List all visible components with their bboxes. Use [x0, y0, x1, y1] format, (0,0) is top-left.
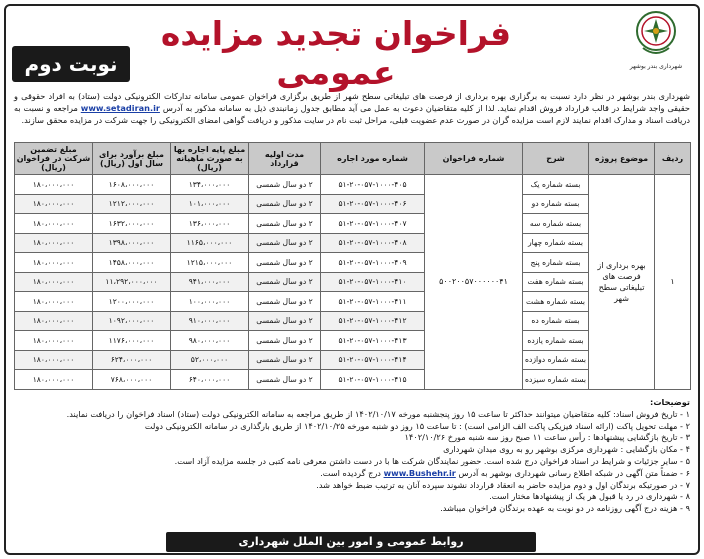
package-desc: بسته شماره هشت	[523, 292, 589, 312]
base-price-cell: ۹۴۱،۰۰۰،۰۰۰	[171, 272, 249, 292]
guarantee-cell: ۱۸۰،۰۰۰،۰۰۰	[15, 233, 93, 253]
year1-cell: ۱۶۰۸،۰۰۰،۰۰۰	[93, 175, 171, 195]
round-badge: نوبت دوم	[12, 46, 130, 82]
header	[6, 6, 698, 92]
note-1: ۱ - تاریخ فروش اسناد: کلیه متقاضیان میتوانند حداکثر تا ساعت ۱۵ روز پنجشنبه مورخه ۱۴۰۲/۱۰/۱۷ از طریق مراجعه به سامانه الکترونیکی دولت (ستاد) اسناد فراخوان را دریافت نمایند.	[66, 408, 690, 419]
duration-cell: ۲ دو سال شمسی	[249, 272, 321, 292]
note-7: ۷ - در صورتیکه برندگان اول و دوم مزایده حاضر به انعقاد قرارداد نشوند سپرده آنان به ترتیب ضبط خواهد شد.	[316, 479, 690, 490]
note-3: ۳ - تاریخ بازگشایی پیشنهادها : رأس ساعت ۱۱ صبح روز سه شنبه مورخ ۱۴۰۲/۱۰/۲۶	[404, 432, 690, 443]
col-subject: موضوع پروژه	[589, 143, 655, 175]
duration-cell: ۲ دو سال شمسی	[249, 175, 321, 195]
guarantee-cell: ۱۸۰،۰۰۰،۰۰۰	[15, 194, 93, 214]
page-title: فراخوان تجدید مزایده عمومی	[160, 14, 512, 92]
bushehr-link[interactable]: www.Bushehr.ir	[383, 467, 456, 478]
guarantee-cell: ۱۸۰،۰۰۰،۰۰۰	[15, 253, 93, 273]
lease-no-cell: ۵۱-۲۰-۰۵۷-۱۰۰۰-۴۰۶	[321, 194, 425, 214]
base-price-cell: ۹۸۰،۰۰۰،۰۰۰	[171, 331, 249, 351]
col-lease-no: شماره مورد اجاره	[321, 143, 425, 175]
package-desc: بسته شماره سه	[523, 214, 589, 234]
note-8: ۸ - شهرداری در رد یا قبول هر یک از پیشنهادها مختار است.	[489, 491, 690, 502]
year1-cell: ۱۲۰۰،۰۰۰،۰۰۰	[93, 292, 171, 312]
municipality-emblem-icon	[635, 10, 677, 62]
call-number: ۵۰۰۲۰۰۵۷۰۰۰۰۰۰۴۱	[425, 175, 523, 390]
duration-cell: ۲ دو سال شمسی	[249, 350, 321, 370]
auction-table	[14, 142, 691, 390]
year1-cell: ۷۶۸،۰۰۰،۰۰۰	[93, 370, 171, 390]
col-guarantee: مبلغ تضمین شرکت در فراخوان (ریال)	[15, 143, 93, 175]
note-2: ۲ - مهلت تحویل پاکت (ارائه اسناد فیزیکی پاکت الف الزامی است) : تا ساعت ۱۵ روز دو شنبه مورخه ۱۴۰۲/۱۰/۲۵ از طریق بارگذاری در سامانه الکترونیکی دولت	[144, 420, 690, 431]
base-price-cell: ۱۲۱۵،۰۰۰،۰۰۰	[171, 253, 249, 273]
package-desc: بسته شماره یازده	[523, 331, 589, 351]
base-price-cell: ۵۲،۰۰۰،۰۰۰	[171, 350, 249, 370]
base-price-cell: ۱۰۱،۰۰۰،۰۰۰	[171, 194, 249, 214]
notes-title: توضیحات:	[650, 397, 690, 407]
note-6-text-b: درج گردیده است.	[320, 467, 381, 478]
package-desc: بسته شماره دو	[523, 194, 589, 214]
duration-cell: ۲ دو سال شمسی	[249, 292, 321, 312]
lease-no-cell: ۵۱-۲۰-۰۵۷-۱۰۰۰-۴۱۱	[321, 292, 425, 312]
row-number: ۱	[655, 175, 691, 390]
guarantee-cell: ۱۸۰،۰۰۰،۰۰۰	[15, 311, 93, 331]
note-9: ۹ - هزینه درج آگهی روزنامه در دو نوبت به عهده برندگان فراخوان میباشد.	[440, 503, 690, 514]
guarantee-cell: ۱۸۰،۰۰۰،۰۰۰	[15, 214, 93, 234]
note-5: ۵ - سایر جزئیات و شرایط در اسناد فراخوان درج شده است. حضور نمایندگان شرکت ها با در دست داشتن معرفی نامه کتبی در جلسه مزایده آزاد است.	[174, 455, 690, 466]
table-header-row	[15, 143, 691, 175]
base-price-cell: ۱۳۴،۰۰۰،۰۰۰	[171, 175, 249, 195]
project-subject: بهره برداری از فرصت های تبلیغاتی سطح شهر	[589, 175, 655, 390]
setadiran-link[interactable]: www.setadiran.ir	[80, 103, 160, 113]
lease-no-cell: ۵۱-۲۰-۰۵۷-۱۰۰۰-۴۰۹	[321, 253, 425, 273]
duration-cell: ۲ دو سال شمسی	[249, 194, 321, 214]
guarantee-cell: ۱۸۰،۰۰۰،۰۰۰	[15, 370, 93, 390]
guarantee-cell: ۱۸۰،۰۰۰،۰۰۰	[15, 175, 93, 195]
duration-cell: ۲ دو سال شمسی	[249, 331, 321, 351]
year1-cell: ۱۰۹۲،۰۰۰،۰۰۰	[93, 311, 171, 331]
col-year1: مبلغ برآورد برای سال اول (ریال)	[93, 143, 171, 175]
package-desc: بسته شماره هفت	[523, 272, 589, 292]
package-desc: بسته شماره یک	[523, 175, 589, 195]
guarantee-cell: ۱۸۰،۰۰۰،۰۰۰	[15, 350, 93, 370]
intro-text-1: شهرداری بندر بوشهر در نظر دارد نسبت به برگزاری بهره برداری از فرصت های تبلیغاتی سطح شهر از طریق برگزاری فراخوان عمومی سامانه تدارکات الکترونیکی دولت (ستاد) به افراد حقوقی و حقیقی واجد شرایط در قالب قرارداد فروش اقدام نماید. لذا از کلیه متقاضیان دعوت به عمل می آید مطابق جدول زمانبندی ذیل به سامانه مذکور به آدرس	[14, 91, 690, 113]
col-desc: شرح	[523, 143, 589, 175]
year1-cell: ۱۴۵۸،۰۰۰،۰۰۰	[93, 253, 171, 273]
year1-cell: ۱۲۱۲،۰۰۰،۰۰۰	[93, 194, 171, 214]
base-price-cell: ۱۰۰،۰۰۰،۰۰۰	[171, 292, 249, 312]
year1-cell: ۱۱،۲۹۲،۰۰۰،۰۰۰	[93, 272, 171, 292]
duration-cell: ۲ دو سال شمسی	[249, 233, 321, 253]
duration-cell: ۲ دو سال شمسی	[249, 214, 321, 234]
lease-no-cell: ۵۱-۲۰-۰۵۷-۱۰۰۰-۴۰۷	[321, 214, 425, 234]
base-price-cell: ۹۱۰،۰۰۰،۰۰۰	[171, 311, 249, 331]
municipality-logo	[628, 10, 684, 78]
note-4: ۴ - مکان بازگشایی : شهرداری مرکزی بوشهر رو به روی میدان شهرداری	[443, 444, 690, 455]
lease-no-cell: ۵۱-۲۰-۰۵۷-۱۰۰۰-۴۱۵	[321, 370, 425, 390]
guarantee-cell: ۱۸۰،۰۰۰،۰۰۰	[15, 292, 93, 312]
lease-no-cell: ۵۱-۲۰-۰۵۷-۱۰۰۰-۴۱۰	[321, 272, 425, 292]
year1-cell: ۱۱۷۶،۰۰۰،۰۰۰	[93, 331, 171, 351]
package-desc: بسته شماره پنج	[523, 253, 589, 273]
lease-no-cell: ۵۱-۲۰-۰۵۷-۱۰۰۰-۴۰۵	[321, 175, 425, 195]
package-desc: بسته شماره ده	[523, 311, 589, 331]
col-call-no: شماره فراخوان	[425, 143, 523, 175]
col-base-price: مبلغ پایه اجاره بها به صورت ماهیانه (ریال)	[171, 143, 249, 175]
package-desc: بسته شماره سیزده	[523, 370, 589, 390]
table-row	[15, 175, 691, 195]
base-price-cell: ۱۳۶،۰۰۰،۰۰۰	[171, 214, 249, 234]
note-6-text-a: ۶ - ضمناً متن آگهی در شبکه اطلاع رسانی شهرداری بوشهر به آدرس	[458, 467, 690, 478]
lease-no-cell: ۵۱-۲۰-۰۵۷-۱۰۰۰-۴۱۳	[321, 331, 425, 351]
year1-cell: ۱۶۳۲،۰۰۰،۰۰۰	[93, 214, 171, 234]
base-price-cell: ۱۱۶۵،۰۰۰،۰۰۰	[171, 233, 249, 253]
duration-cell: ۲ دو سال شمسی	[249, 370, 321, 390]
col-row: ردیف	[655, 143, 691, 175]
footer-banner: روابط عمومی و امور بین الملل شهرداری	[166, 532, 536, 552]
note-6	[14, 468, 690, 480]
col-duration: مدت اولیه قرارداد	[249, 143, 321, 175]
logo-caption: شهرداری بندر بوشهر	[629, 63, 683, 70]
lease-no-cell: ۵۱-۲۰-۰۵۷-۱۰۰۰-۴۱۲	[321, 311, 425, 331]
base-price-cell: ۶۴۰،۰۰۰،۰۰۰	[171, 370, 249, 390]
intro-text-2: مراجعه و نسبت به دریافت اسناد و مدارک اقدام نمایند لازم است مزایده گران در صورت عدم عضویت قبلی، مراحل ثبت نام در سایت مذکور و دریافت گواهی امضای الکترونیکی را جهت شرکت در مزایده محقق سازند.	[14, 103, 690, 125]
duration-cell: ۲ دو سال شمسی	[249, 253, 321, 273]
year1-cell: ۶۲۴،۰۰۰،۰۰۰	[93, 350, 171, 370]
package-desc: بسته شماره دوازده	[523, 350, 589, 370]
guarantee-cell: ۱۸۰،۰۰۰،۰۰۰	[15, 331, 93, 351]
lease-no-cell: ۵۱-۲۰-۰۵۷-۱۰۰۰-۴۱۴	[321, 350, 425, 370]
year1-cell: ۱۳۹۸،۰۰۰،۰۰۰	[93, 233, 171, 253]
intro-paragraph	[14, 90, 690, 126]
guarantee-cell: ۱۸۰،۰۰۰،۰۰۰	[15, 272, 93, 292]
package-desc: بسته شماره چهار	[523, 233, 589, 253]
duration-cell: ۲ دو سال شمسی	[249, 311, 321, 331]
notes-section	[14, 397, 690, 515]
announcement-page	[4, 4, 700, 555]
lease-no-cell: ۵۱-۲۰-۰۵۷-۱۰۰۰-۴۰۸	[321, 233, 425, 253]
